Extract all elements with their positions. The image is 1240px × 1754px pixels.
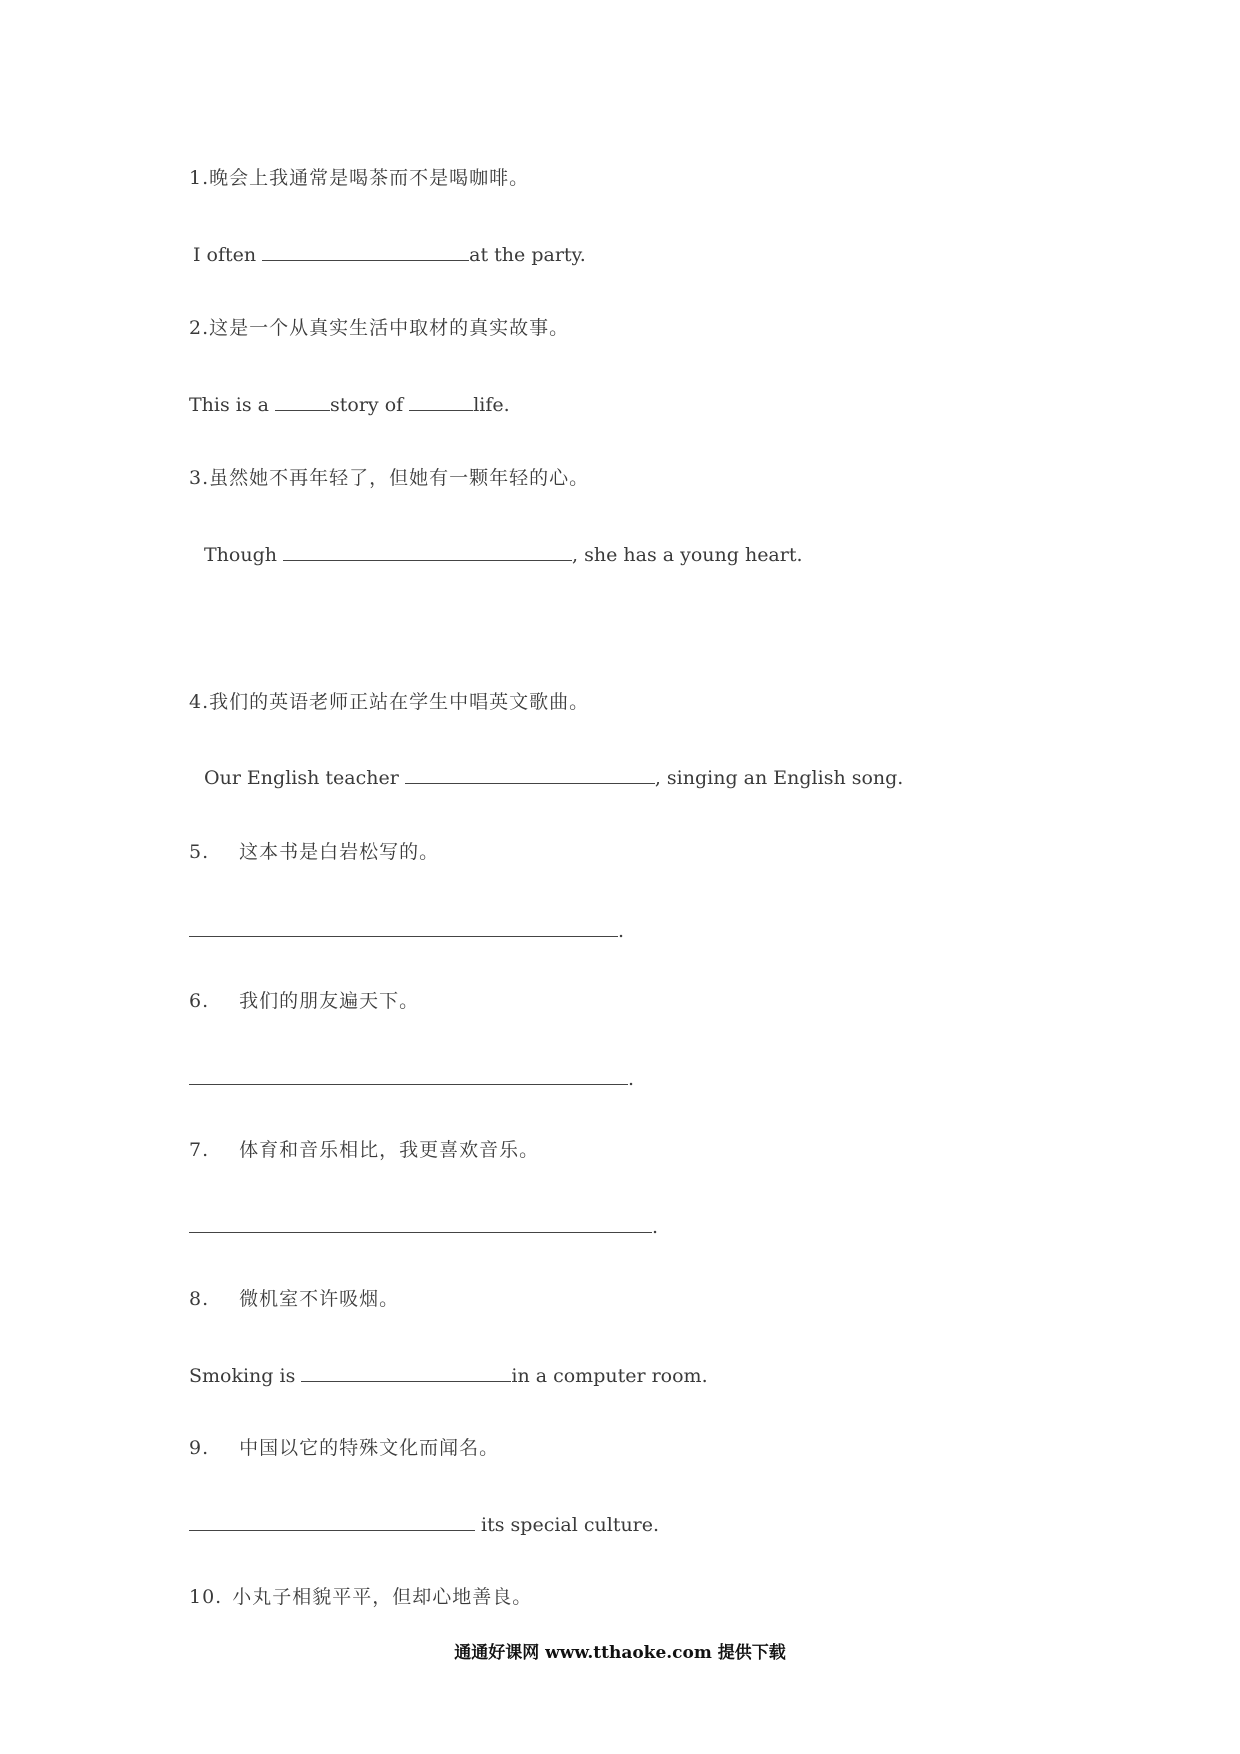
question-4-chinese: 4.我们的英语老师正站在学生中唱英文歌曲。: [189, 691, 590, 713]
question-3-text-before: Though: [204, 544, 284, 566]
question-2-english: [189, 392, 510, 417]
question-2-blank-1[interactable]: [275, 392, 330, 411]
question-8-blank[interactable]: [301, 1363, 511, 1382]
question-9-english: [189, 1512, 659, 1537]
question-2-text-mid: story of: [330, 394, 410, 416]
question-8-text: 微机室不许吸烟。: [239, 1288, 400, 1310]
question-5-text: 这本书是白岩松写的。: [239, 841, 440, 863]
question-3-text-after: , she has a young heart.: [572, 544, 803, 566]
question-5-text-after: .: [618, 920, 625, 942]
question-2-text-before: This is a: [189, 394, 276, 416]
question-1-chinese: 1.晚会上我通常是喝茶而不是喝咖啡。: [189, 167, 530, 189]
question-6-chinese: [189, 989, 419, 1013]
question-1-english: [193, 242, 586, 267]
question-1-text-before: I often: [193, 244, 263, 266]
question-10-text: 小丸子相貌平平，但却心地善良。: [232, 1586, 533, 1608]
question-7-chinese: [189, 1138, 539, 1162]
question-6-text: 我们的朋友遍天下。: [239, 990, 420, 1012]
question-9-number: 9.: [189, 1437, 210, 1459]
question-5-answer: [189, 918, 624, 943]
question-4-text-before: Our English teacher: [204, 767, 405, 789]
question-1-text-after: at the party.: [469, 244, 586, 266]
question-6-number: 6.: [189, 990, 210, 1012]
question-5-blank[interactable]: [189, 918, 618, 937]
question-3-blank[interactable]: [283, 542, 572, 561]
question-6-text-after: .: [628, 1068, 635, 1090]
question-4-text-after: , singing an English song.: [654, 767, 904, 789]
question-10-chinese: [189, 1585, 532, 1609]
question-3-english: [204, 542, 803, 567]
question-9-chinese: [189, 1436, 499, 1460]
question-6-answer: [189, 1066, 634, 1091]
question-7-text-after: .: [652, 1216, 659, 1238]
question-3-chinese: 3.虽然她不再年轻了，但她有一颗年轻的心。: [189, 467, 590, 489]
question-2-chinese: 2.这是一个从真实生活中取材的真实故事。: [189, 317, 570, 339]
question-1-blank[interactable]: [262, 242, 469, 261]
question-9-text: 中国以它的特殊文化而闻名。: [239, 1437, 500, 1459]
question-6-blank[interactable]: [189, 1066, 628, 1085]
question-8-chinese: [189, 1287, 399, 1311]
question-8-text-after: in a computer room.: [511, 1365, 708, 1387]
footer-source: 通通好课网 www.tthaoke.com 提供下载: [454, 1643, 786, 1663]
question-4-english: [204, 765, 903, 790]
question-2-text-after: life.: [473, 394, 510, 416]
question-7-text: 体育和音乐相比，我更喜欢音乐。: [239, 1139, 540, 1161]
question-8-number: 8.: [189, 1288, 210, 1310]
question-8-english: [189, 1363, 708, 1388]
question-8-text-before: Smoking is: [189, 1365, 302, 1387]
question-5-chinese: [189, 840, 439, 864]
question-2-blank-2[interactable]: [409, 392, 473, 411]
question-4-blank[interactable]: [405, 765, 655, 784]
question-7-blank[interactable]: [189, 1214, 652, 1233]
question-9-blank[interactable]: [189, 1512, 475, 1531]
question-10-number: 10.: [189, 1586, 223, 1608]
question-7-number: 7.: [189, 1139, 210, 1161]
question-7-answer: [189, 1214, 658, 1239]
question-9-text-after: its special culture.: [475, 1514, 660, 1536]
question-5-number: 5.: [189, 841, 210, 863]
